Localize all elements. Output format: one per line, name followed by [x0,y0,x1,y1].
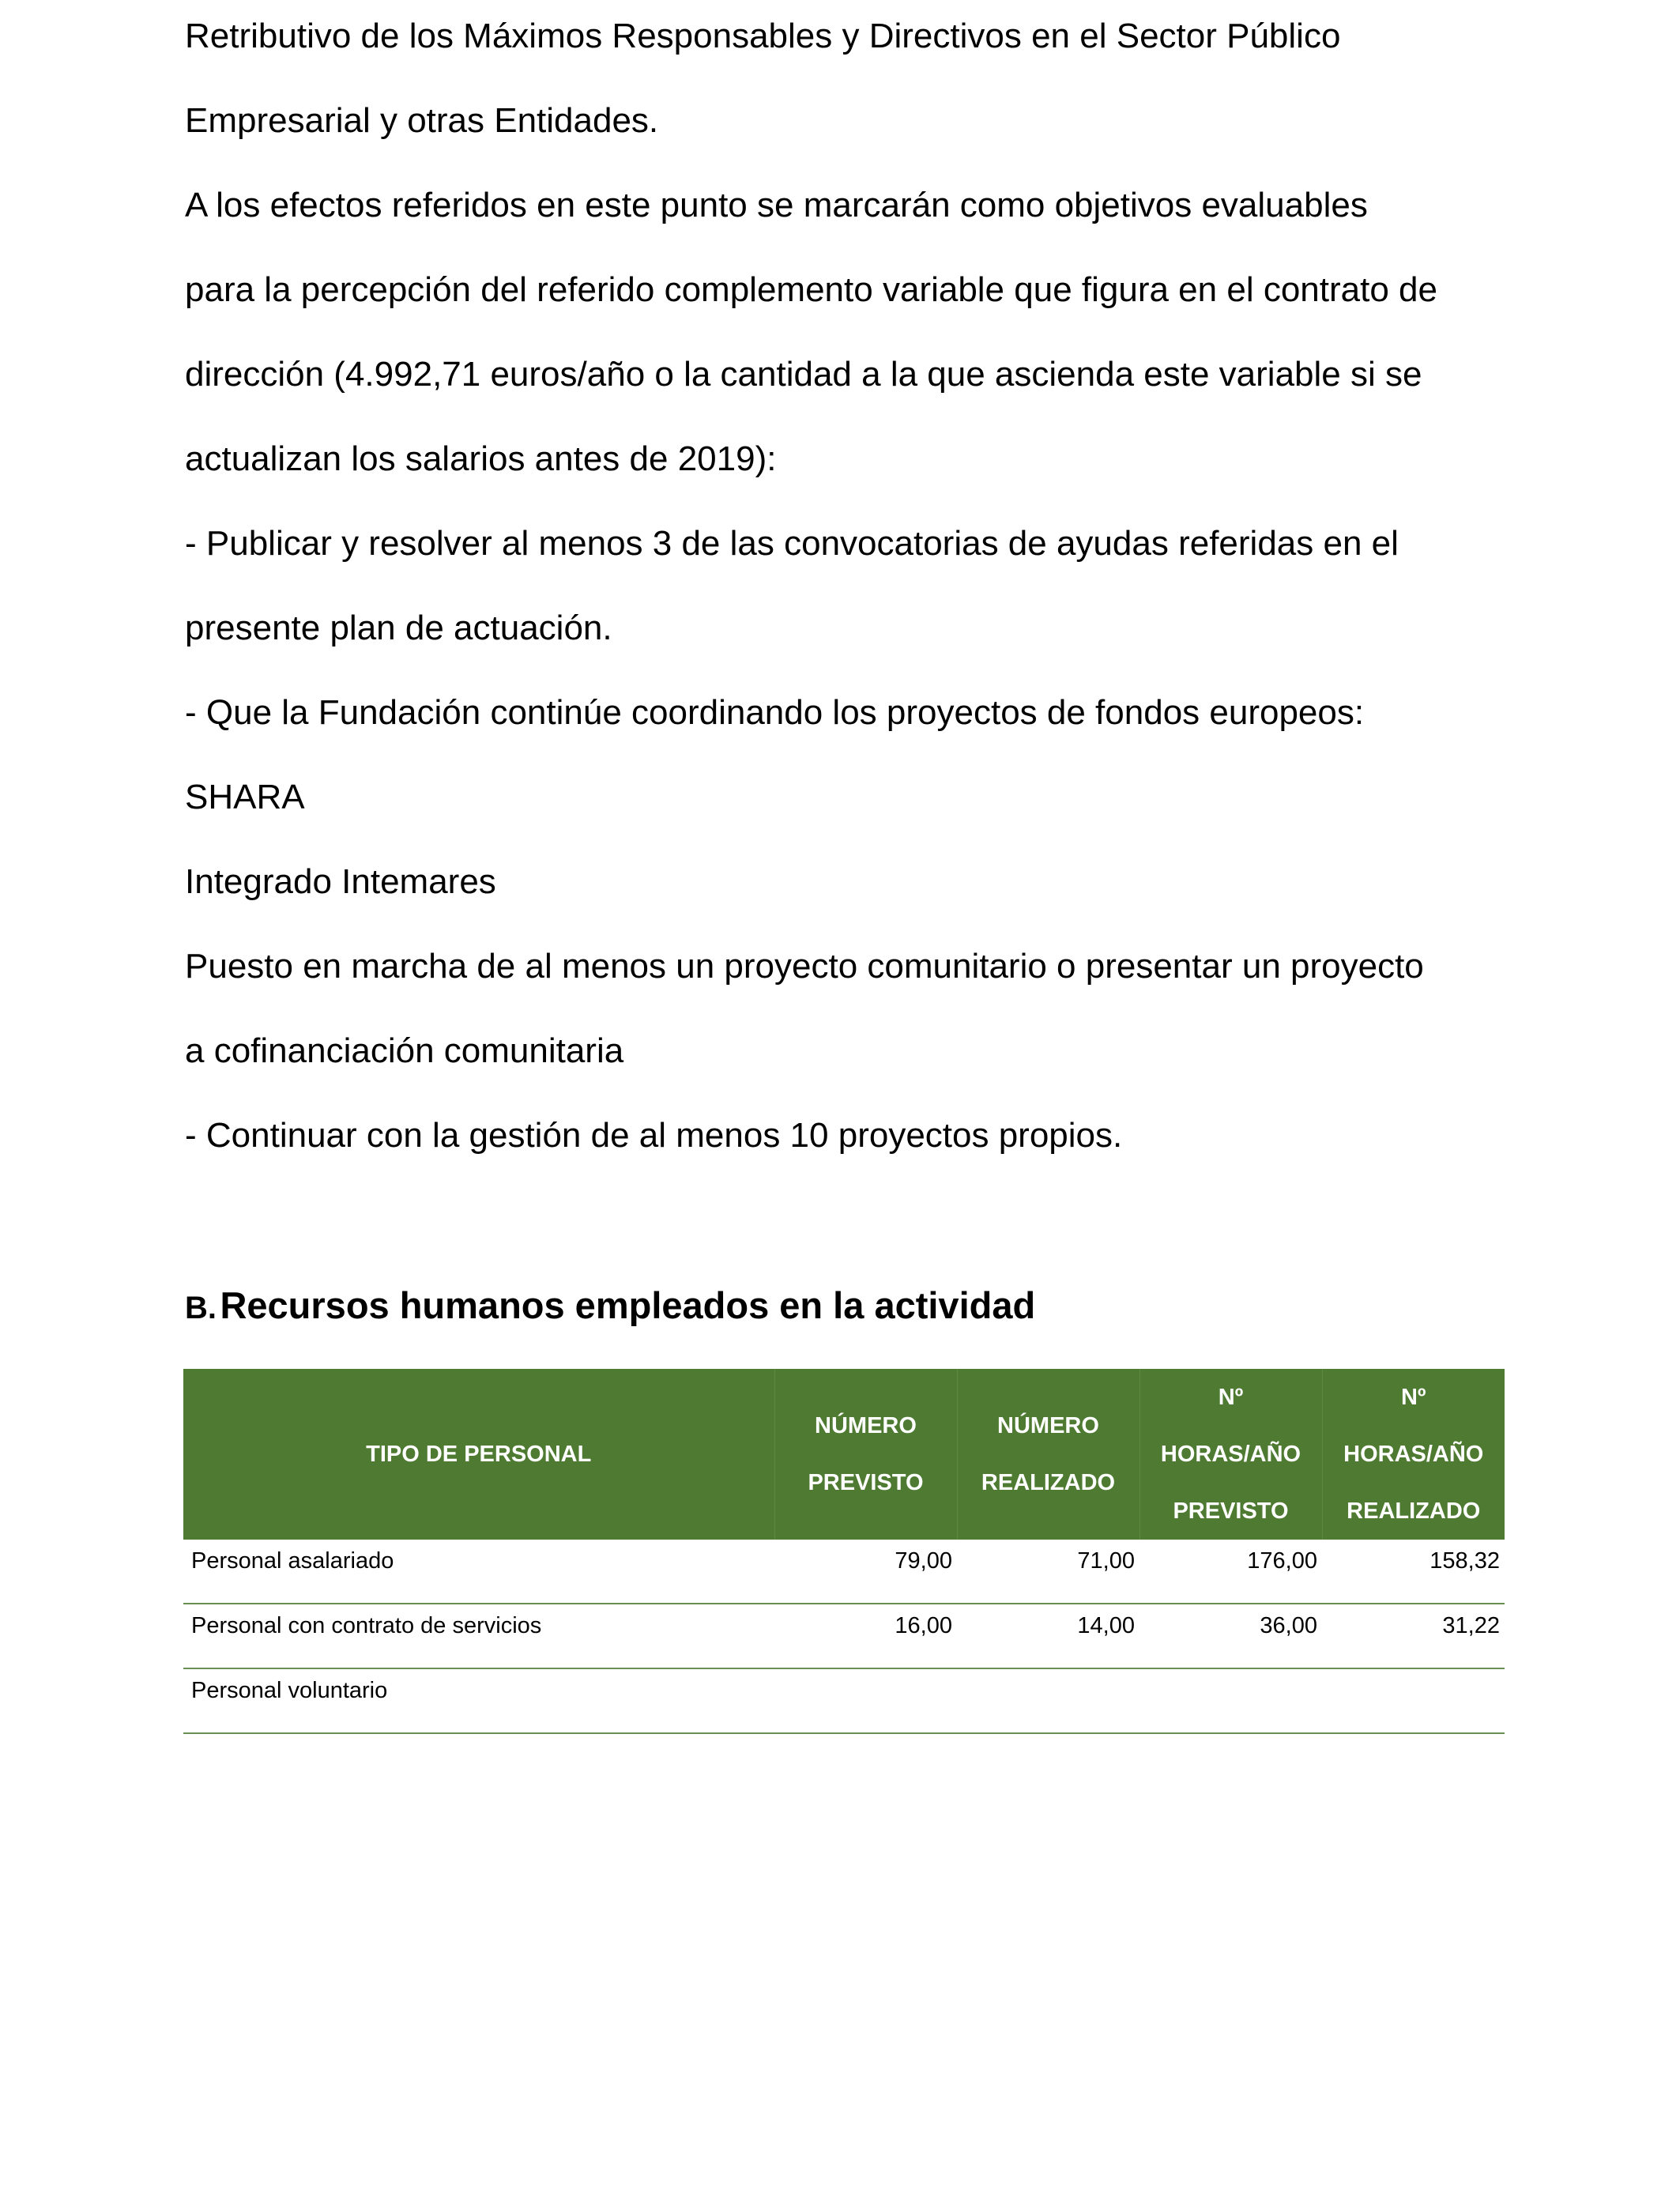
body-line: Retributivo de los Máximos Responsables y Directivos en el Sector Público [185,17,1341,55]
cell-horas-realizado: 158,32 [1322,1540,1505,1604]
body-line: - Publicar y resolver al menos 3 de las convocatorias de ayudas referidas en el [185,524,1399,563]
section-title: Recursos humanos empleados en la actividad [220,1284,1036,1326]
body-line: Integrado Intemares [185,862,496,901]
table-row [183,1668,1505,1733]
table-header-row [183,1369,1505,1540]
cell-horas-realizado [1322,1668,1505,1733]
body-line: para la percepción del referido complemento variable que figura en el contrato de [185,270,1437,309]
cell-numero-realizado: 14,00 [957,1604,1139,1668]
body-line: presente plan de actuación. [185,609,612,647]
body-line: A los efectos referidos en este punto se marcarán como objetivos evaluables [185,186,1368,224]
cell-horas-previsto [1139,1668,1322,1733]
cell-horas-previsto: 176,00 [1139,1540,1322,1604]
body-line: a cofinanciación comunitaria [185,1031,624,1070]
header-tipo-personal: TIPO DE PERSONAL [183,1369,774,1540]
body-line: dirección (4.992,71 euros/año o la cantidad a la que ascienda este variable si se [185,355,1422,394]
cell-tipo: Personal con contrato de servicios [183,1604,774,1668]
body-line: - Continuar con la gestión de al menos 10 proyectos propios. [185,1116,1123,1155]
body-line: SHARA [185,778,305,816]
cell-numero-realizado [957,1668,1139,1733]
cell-numero-realizado: 71,00 [957,1540,1139,1604]
cell-numero-previsto [774,1668,957,1733]
table-row [183,1540,1505,1604]
body-line: Puesto en marcha de al menos un proyecto comunitario o presentar un proyecto [185,947,1424,986]
cell-numero-previsto: 79,00 [774,1540,957,1604]
table-row [183,1604,1505,1668]
body-line: actualizan los salarios antes de 2019): [185,439,777,478]
cell-horas-realizado: 31,22 [1322,1604,1505,1668]
header-numero-realizado: NÚMERO REALIZADO [957,1369,1139,1540]
human-resources-table [183,1369,1505,1734]
body-line: - Que la Fundación continúe coordinando los proyectos de fondos europeos: [185,693,1365,732]
header-horas-realizado: Nº HORAS/AÑO REALIZADO [1322,1369,1505,1540]
cell-tipo: Personal asalariado [183,1540,774,1604]
cell-horas-previsto: 36,00 [1139,1604,1322,1668]
header-numero-previsto: NÚMERO PREVISTO [774,1369,957,1540]
cell-tipo: Personal voluntario [183,1668,774,1733]
section-heading [185,1282,1035,1339]
cell-numero-previsto: 16,00 [774,1604,957,1668]
header-horas-previsto: Nº HORAS/AÑO PREVISTO [1139,1369,1322,1540]
body-line: Empresarial y otras Entidades. [185,101,659,140]
section-letter: B. [185,1291,217,1325]
